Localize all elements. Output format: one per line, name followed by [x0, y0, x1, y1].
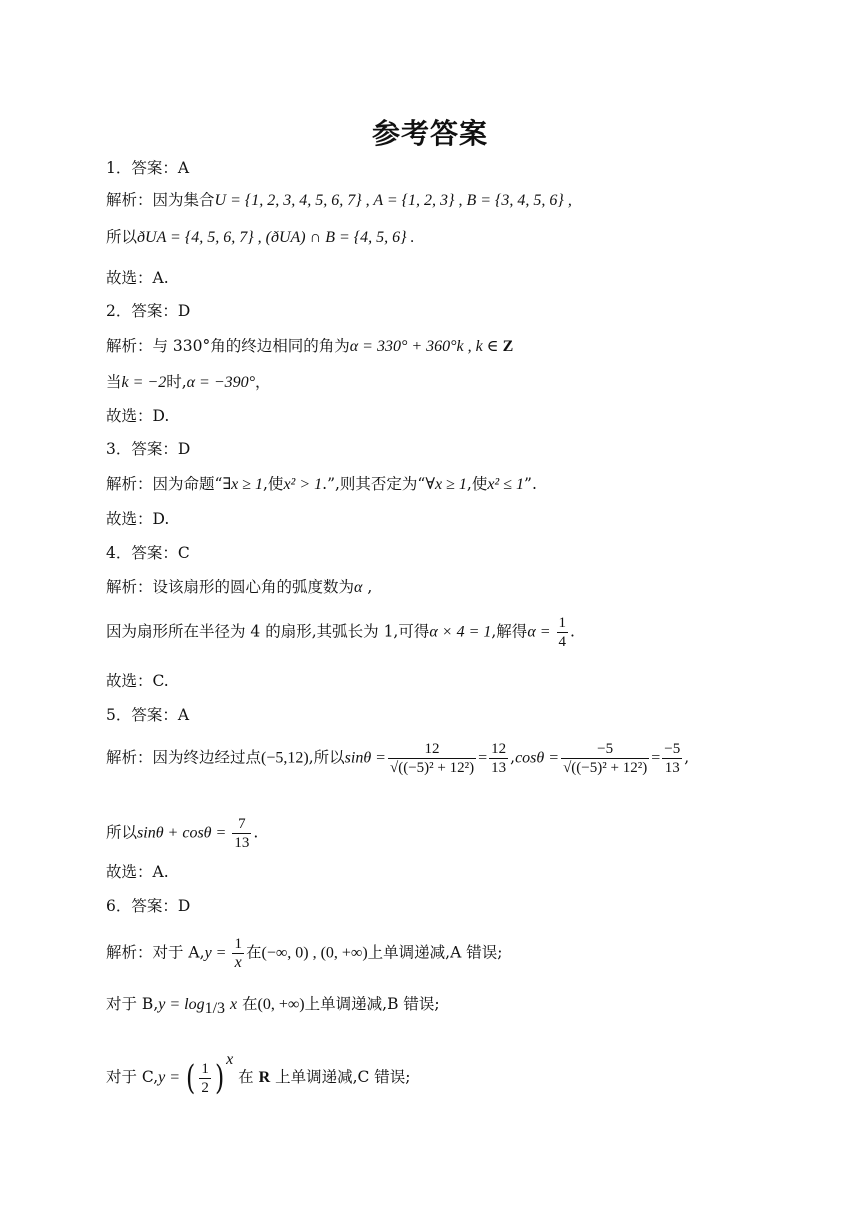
q6-option-c — [106, 1050, 411, 1097]
q6-c-left-paren: ( — [186, 1058, 196, 1098]
q5-sum-den: 13 — [234, 835, 250, 851]
q5-sin-fraction — [388, 740, 476, 777]
q2-l2-math2: α = −390° — [186, 374, 256, 391]
q1-analysis-line2 — [106, 227, 415, 248]
q6-option-b — [106, 994, 440, 1019]
q4-l1-prefix: 解析：设该扇形的圆心角的弧度数为 — [106, 578, 355, 596]
q4-l1-math: α — [354, 579, 363, 596]
q6-c-fraction — [199, 1060, 211, 1097]
q5-cos-num: −5 — [597, 741, 614, 757]
q6-c-prefix: 对于 C, — [106, 1068, 159, 1086]
q5-sin-val-num: 12 — [491, 741, 507, 757]
q5-l2-prefix: 所以 — [106, 823, 138, 842]
q2-l2-mid: 时, — [166, 373, 187, 391]
q5-conclusion: 故选：A. — [106, 863, 169, 881]
q6-b-mid: 在 — [242, 995, 258, 1013]
q3-l1-math1: ∃x ≥ 1 — [222, 476, 263, 493]
q4-l2-prefix: 因为扇形所在半径为 4 的扇形,其弧长为 1,可得 — [106, 622, 430, 641]
q3-l1-math3: ∀x ≥ 1 — [425, 476, 467, 493]
q3-l1-prefix: 解析：因为命题“ — [106, 475, 223, 493]
q6-c-exponent: x — [226, 1051, 234, 1068]
q5-cos-value — [662, 740, 682, 777]
q5-cos-label: cosθ = — [515, 749, 560, 767]
q4-answer: 4．答案：C — [106, 544, 190, 562]
q6-b-base: 1/3 — [204, 1000, 226, 1018]
q5-sin-num: 12 — [424, 741, 440, 757]
q3-l1-mid3: ,使 — [466, 475, 488, 493]
q4-analysis-line1 — [106, 577, 372, 598]
q6-a-den: x — [232, 953, 244, 972]
q6-a-interval: (−∞, 0) , (0, +∞) — [261, 944, 368, 962]
q3-l1-end: ”. — [524, 475, 537, 493]
q1-l1-math: U = {1, 2, 3, 4, 5, 6, 7} , A = {1, 2, 3} , B = {3, 4, 5, 6} , — [214, 192, 572, 209]
q3-analysis-line1 — [106, 474, 537, 495]
q6-b-prefix: 对于 B, — [106, 995, 159, 1013]
q4-conclusion: 故选：C. — [106, 672, 169, 690]
q5-cos-fraction — [561, 740, 649, 777]
q1-conclusion: 故选：A. — [106, 269, 169, 287]
q6-b-interval: (0, +∞) — [257, 996, 305, 1013]
q6-a-mid: 在 — [245, 943, 262, 962]
q3-l1-math4: x² ≤ 1 — [487, 476, 525, 493]
q6-a-end: 上单调递减,A 错误; — [367, 943, 503, 962]
q1-analysis-line1 — [106, 190, 572, 211]
q4-frac-num: 1 — [558, 615, 567, 631]
q6-c-num: 1 — [201, 1060, 209, 1077]
q6-c-math: y = — [158, 1069, 185, 1086]
q5-analysis-line1: 解析：因为终边经过点(−5,12),所以sinθ = $\frac{12}{\text{√((−5)² + 12²)}}$ = $\frac{12}{13}$ ,cosθ = $\frac{-5}{\text{√((−5)² + 12²)}}$ = $\frac{-5}{13}$ , — [106, 741, 690, 776]
q6-c-end: 上单调递减,C 错误; — [270, 1068, 411, 1086]
page-title: 参考答案 — [371, 117, 488, 150]
q4-fraction — [557, 614, 569, 651]
q3-l1-mid1: ,使 — [263, 475, 284, 493]
q6-a-fraction — [232, 935, 244, 972]
q5-sin-val-den: 13 — [491, 760, 507, 776]
q1-l2-math: ðUA = {4, 5, 6, 7} , (ðUA) ∩ B = {4, 5, 6} . — [137, 229, 415, 246]
q2-l2-prefix: 当 — [106, 373, 122, 391]
q5-sin-value — [489, 740, 508, 777]
q6-answer: 6．答案：D — [106, 897, 191, 915]
q4-l1-end: , — [362, 578, 373, 596]
q5-cos-eq: = — [651, 749, 661, 767]
q2-answer: 2．答案：D — [106, 302, 191, 320]
q5-cos-val-num: −5 — [664, 741, 681, 757]
q5-analysis-line2: 所以sinθ + cosθ = $\frac{7}{13}$ . — [106, 816, 259, 851]
q6-b-var: x — [229, 996, 238, 1013]
q2-analysis-line2 — [106, 372, 271, 393]
q4-l2-math2: α = — [527, 623, 555, 641]
q2-l2-end: ， — [255, 373, 271, 391]
q5-l1-mid: ,所以 — [308, 748, 345, 767]
q5-sin-label: sinθ = — [344, 749, 386, 767]
q2-conclusion: 故选：D. — [106, 407, 170, 425]
q3-l1-math2: x² > 1 — [283, 476, 323, 493]
q3-answer: 3．答案：D — [106, 440, 191, 458]
q2-analysis-line1 — [106, 336, 513, 357]
q5-cos-val-den: 13 — [662, 758, 682, 777]
q3-conclusion: 故选：D. — [106, 510, 170, 528]
q5-answer: 5．答案：A — [106, 706, 190, 724]
q5-l2-math: sinθ + cosθ = — [137, 824, 231, 842]
q6-c-mid: 在 — [238, 1068, 259, 1086]
q6-a-math: y = — [204, 944, 231, 962]
q6-option-a — [106, 935, 502, 972]
q2-l2-math1: k = −2 — [121, 374, 167, 391]
q4-frac-den: 4 — [558, 634, 567, 650]
q2-l1-math: α = 330° + 360°k , k ∈ — [349, 338, 503, 355]
q4-l2-mid: ,解得 — [491, 622, 528, 641]
q2-l1-integers: Z — [502, 338, 514, 355]
q1-l1-prefix: 解析：因为集合 — [106, 191, 215, 209]
q6-b-end: 上单调递减,B 错误; — [304, 995, 440, 1013]
q4-l2-math: α × 4 = 1 — [429, 623, 492, 641]
q5-sin-den: √((−5)² + 12²) — [389, 760, 475, 776]
q5-sin-eq: = — [478, 749, 488, 767]
q5-l1-point: (−5,12) — [261, 749, 309, 767]
q2-l1-prefix: 解析：与 330°角的终边相同的角为 — [106, 337, 350, 355]
q6-a-num: 1 — [234, 936, 242, 952]
q5-l1-prefix: 解析：因为终边经过点 — [106, 748, 262, 767]
q5-sum-fraction — [232, 815, 251, 852]
q3-l1-mid2: .”,则其否定为“ — [322, 475, 426, 493]
q6-c-den: 2 — [201, 1079, 209, 1096]
q5-sum-num: 7 — [238, 816, 246, 832]
q4-analysis-line2: 因为扇形所在半径为 4 的扇形,其弧长为 1,可得α × 4 = 1,解得α = $\frac{1}{4}$ . — [106, 615, 575, 650]
q1-l2-prefix: 所以 — [106, 228, 138, 246]
q5-cos-den: √((−5)² + 12²) — [563, 760, 648, 776]
q6-b-math: y = log — [158, 996, 205, 1013]
q6-c-reals: R — [258, 1069, 271, 1086]
q6-c-right-paren: ) — [214, 1058, 225, 1098]
q1-answer: 1．答案：A — [106, 159, 190, 177]
q6-a-prefix: 解析：对于 A, — [106, 943, 205, 962]
